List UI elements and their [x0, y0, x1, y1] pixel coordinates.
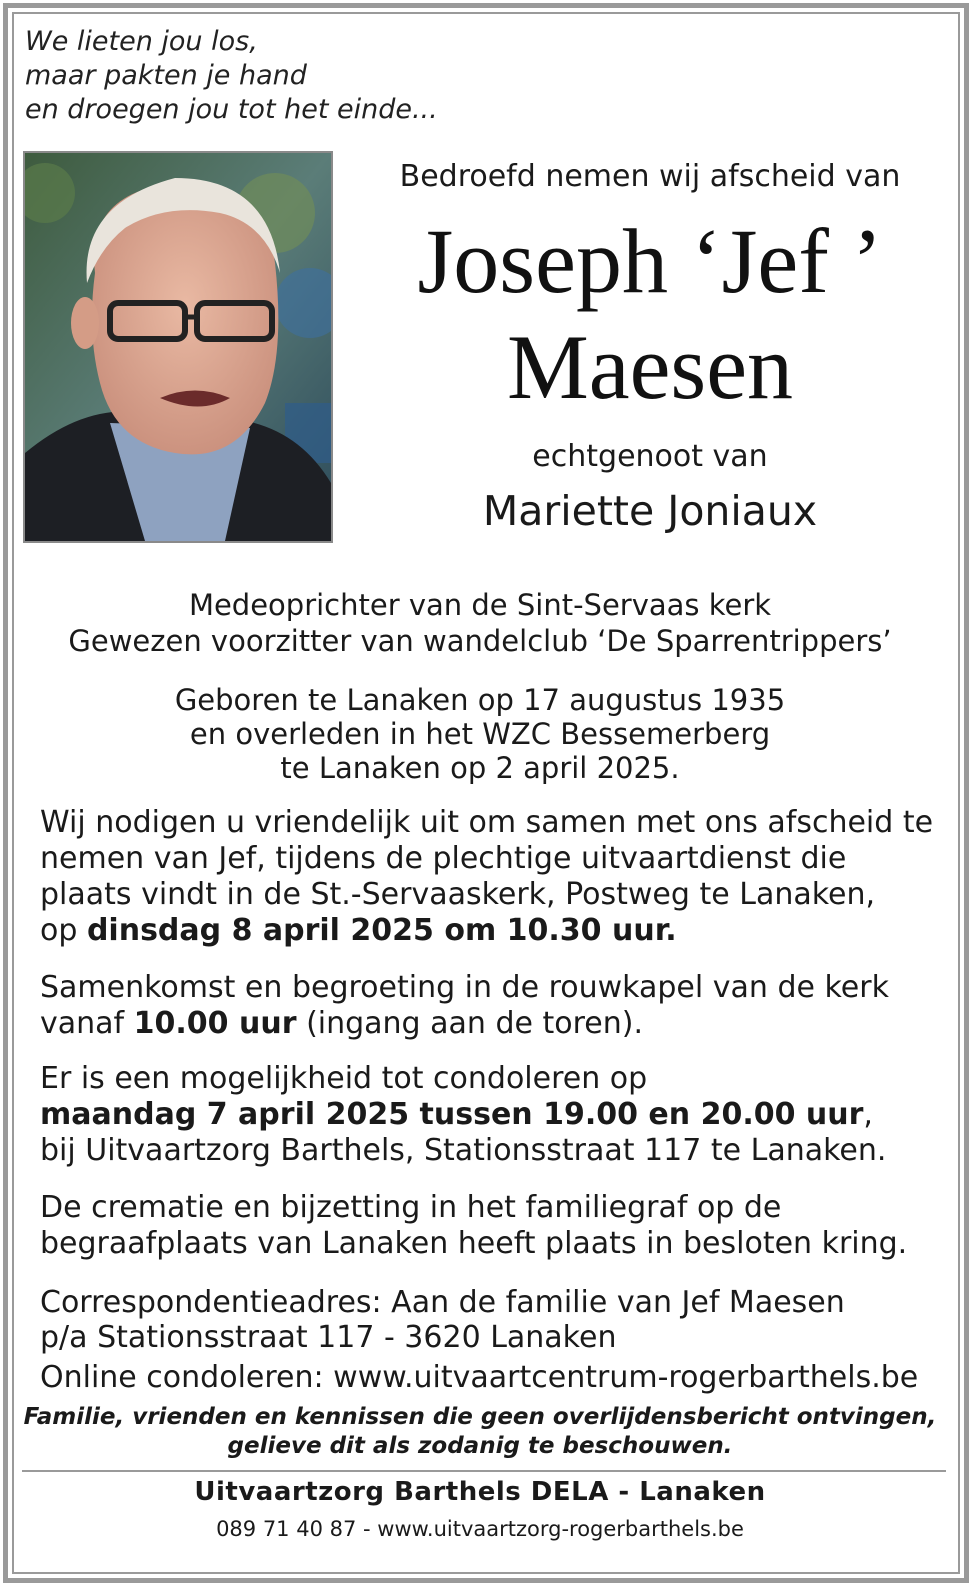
online-condolence — [40, 1360, 940, 1396]
condolence-location: bij Uitvaartzorg Barthels, Stationsstraat 117 te Lanaken. — [40, 1133, 887, 1168]
condolence-text: Er is een mogelijkheid tot condoleren op — [40, 1061, 648, 1096]
service-paragraph — [40, 805, 940, 949]
service-prefix: op — [40, 913, 78, 948]
poem-line: We lieten jou los, — [25, 26, 258, 57]
birth-death-line: Geboren te Lanaken op 17 augustus 1935 — [174, 683, 786, 717]
roles — [22, 587, 938, 659]
condolence-datetime: maandag 7 april 2025 tussen 19.00 en 20.00 uur — [40, 1097, 864, 1132]
gathering-suffix: (ingang aan de toren). — [306, 1006, 643, 1041]
poem-line: maar pakten je hand — [25, 60, 307, 91]
funeral-home-contact — [22, 1515, 938, 1543]
portrait-photo — [23, 151, 333, 543]
service-datetime: dinsdag 8 april 2025 om 10.30 uur. — [86, 913, 677, 948]
role-line: Medeoprichter van de Sint-Servaas kerk — [188, 588, 772, 622]
correspondence-address — [40, 1285, 940, 1355]
gathering-prefix: vanaf — [40, 1006, 125, 1041]
gathering-text: Samenkomst en begroeting in de rouwkapel van de kerk — [40, 970, 889, 1005]
service-text: Wij nodigen u vriendelijk uit om samen met ons afscheid te nemen van Jef, tijdens de plechtige uitvaartdienst die plaats vindt in de St.-Servaaskerk, Postweg te Lanaken, — [40, 805, 934, 912]
online-label: Online condoleren: — [40, 1360, 324, 1395]
birth-death-line: en overleden in het WZC Bessemerberg — [189, 717, 771, 751]
gathering-time: 10.00 uur — [133, 1006, 297, 1041]
condolence-paragraph — [40, 1061, 940, 1169]
role-line: Gewezen voorzitter van wandelclub ‘De Sparrentrippers’ — [68, 624, 892, 658]
spouse-name: Mariette Joniaux — [482, 487, 818, 535]
cremation-paragraph — [40, 1190, 940, 1262]
contact-separator: - — [363, 1517, 371, 1541]
gathering-paragraph — [40, 970, 940, 1042]
funeral-home-phone[interactable]: 089 71 40 87 — [216, 1517, 357, 1541]
intro-text: Bedroefd nemen wij afscheid van — [399, 159, 901, 194]
cremation-text: De crematie en bijzetting in het familiegraf op de begraafplaats van Lanaken heeft plaats in besloten kring. — [40, 1190, 908, 1261]
notice — [22, 1403, 938, 1461]
condolence-comma: , — [863, 1097, 873, 1132]
birth-death-line: te Lanaken op 2 april 2025. — [280, 751, 680, 785]
deceased-name-line1: Joseph ‘Jef ’ — [417, 210, 883, 312]
online-url-link[interactable]: www.uitvaartcentrum-rogerbarthels.be — [333, 1360, 919, 1395]
notice-line: Familie, vrienden en kennissen die geen overlijdensbericht ontvingen, — [23, 1404, 937, 1430]
poem — [25, 25, 438, 127]
portrait-illustration — [25, 153, 331, 541]
deceased-name-line2: Maesen — [506, 316, 794, 418]
notice-line: gelieve dit als zodanig te beschouwen. — [227, 1433, 733, 1459]
poem-line: en droegen jou tot het einde... — [25, 94, 438, 125]
spouse-label: echtgenoot van — [532, 439, 768, 474]
funeral-home-name: Uitvaartzorg Barthels DELA - Lanaken — [194, 1477, 766, 1507]
funeral-home-website-link[interactable]: www.uitvaartzorg-rogerbarthels.be — [377, 1517, 744, 1541]
divider — [22, 1470, 946, 1472]
correspondence-line: p/a Stationsstraat 117 - 3620 Lanaken — [40, 1320, 617, 1355]
correspondence-line: Correspondentieadres: Aan de familie van Jef Maesen — [40, 1285, 845, 1320]
deceased-name — [370, 208, 930, 420]
birth-death — [22, 683, 938, 785]
